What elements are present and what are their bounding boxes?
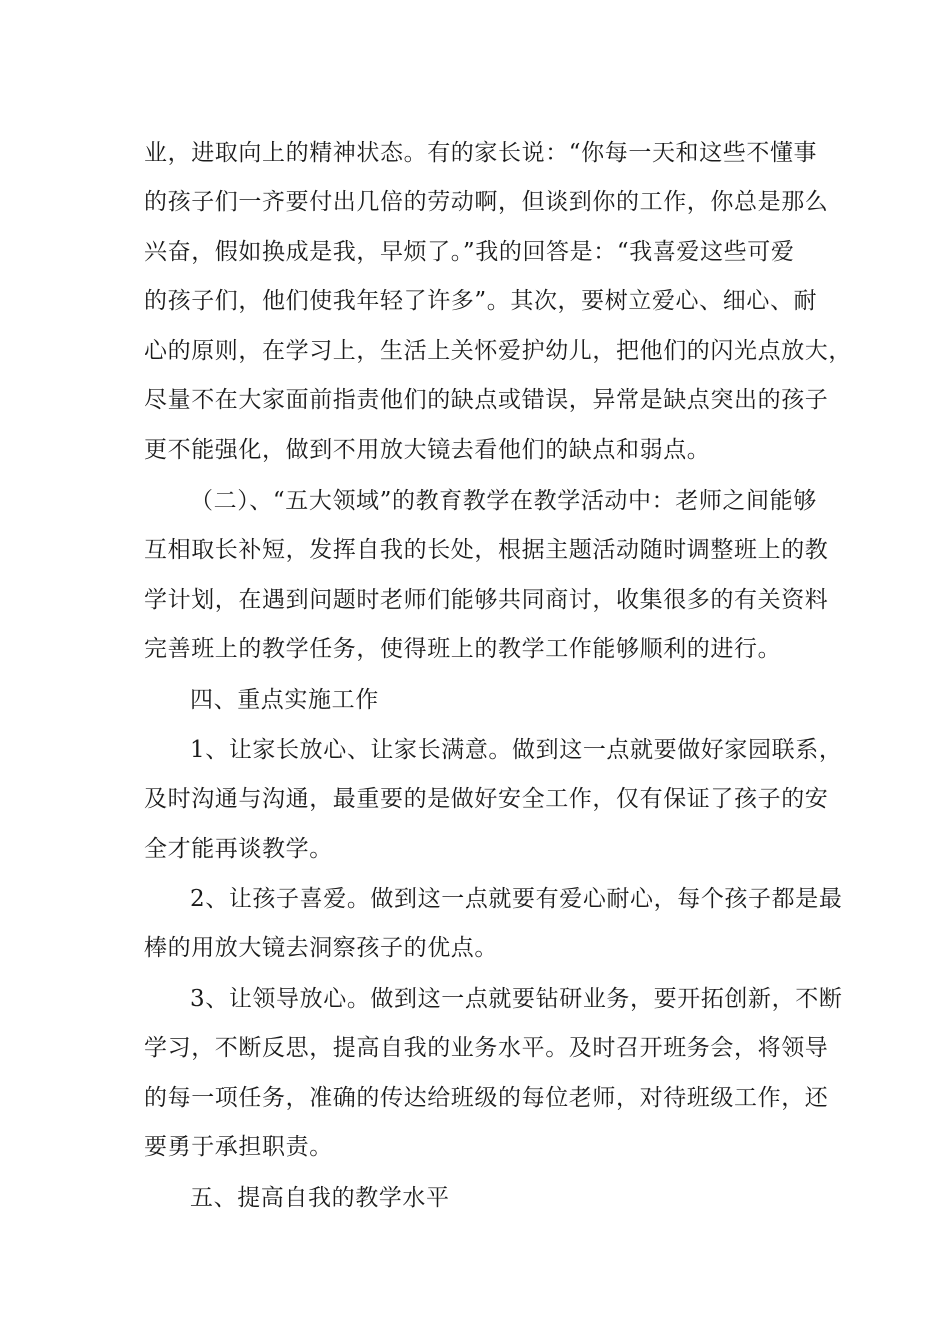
text-line: 兴奋，假如换成是我，早烦了。”我的回答是：“我喜爱这些可爱 — [144, 239, 795, 265]
section-heading: 五、提高自我的教学水平 — [190, 1185, 450, 1211]
text-line: 及时沟通与沟通，最重要的是做好安全工作，仅有保证了孩子的安 — [144, 786, 829, 812]
text-line: 棒的用放大镜去洞察孩子的优点。 — [144, 935, 498, 961]
text-line: 完善班上的教学任务，使得班上的教学工作能够顺利的进行。 — [144, 636, 782, 662]
text-line: 更不能强化，做到不用放大镜去看他们的缺点和弱点。 — [144, 437, 711, 463]
section-heading: 四、重点实施工作 — [190, 687, 379, 713]
text-line: 心的原则，在学习上，生活上关怀爱护幼儿，把他们的闪光点放大， — [144, 338, 852, 364]
text-line: 的孩子们，他们使我年轻了许多”。其次，要树立爱心、细心、耐 — [144, 288, 818, 314]
text-line: 业，进取向上的精神状态。有的家长说：“你每一天和这些不懂事 — [144, 140, 818, 166]
text-line: 学习，不断反思，提高自我的业务水平。及时召开班务会，将领导 — [144, 1035, 829, 1061]
paragraph-start-line: （二）、“五大领域”的教育教学在教学活动中：老师之间能够 — [190, 488, 817, 514]
text-line: 互相取长补短，发挥自我的长处，根据主题活动随时调整班上的教 — [144, 537, 829, 563]
text-line: 全才能再谈教学。 — [144, 836, 333, 862]
paragraph-start-line: 2、让孩子喜爱。做到这一点就要有爱心耐心，每个孩子都是最 — [190, 886, 843, 912]
paragraph-start-line: 1、让家长放心、让家长满意。做到这一点就要做好家园联系， — [190, 737, 843, 763]
text-line: 尽量不在大家面前指责他们的缺点或错误，异常是缺点突出的孩子 — [144, 387, 829, 413]
text-line: 要勇于承担职责。 — [144, 1134, 333, 1160]
paragraph-start-line: 3、让领导放心。做到这一点就要钻研业务，要开拓创新，不断 — [190, 986, 843, 1012]
text-line: 学计划，在遇到问题时老师们能够共同商讨，收集很多的有关资料 — [144, 587, 829, 613]
text-line: 的每一项任务，准确的传达给班级的每位老师，对待班级工作，还 — [144, 1085, 829, 1111]
text-line: 的孩子们一齐要付出几倍的劳动啊，但谈到你的工作，你总是那么 — [144, 189, 829, 215]
